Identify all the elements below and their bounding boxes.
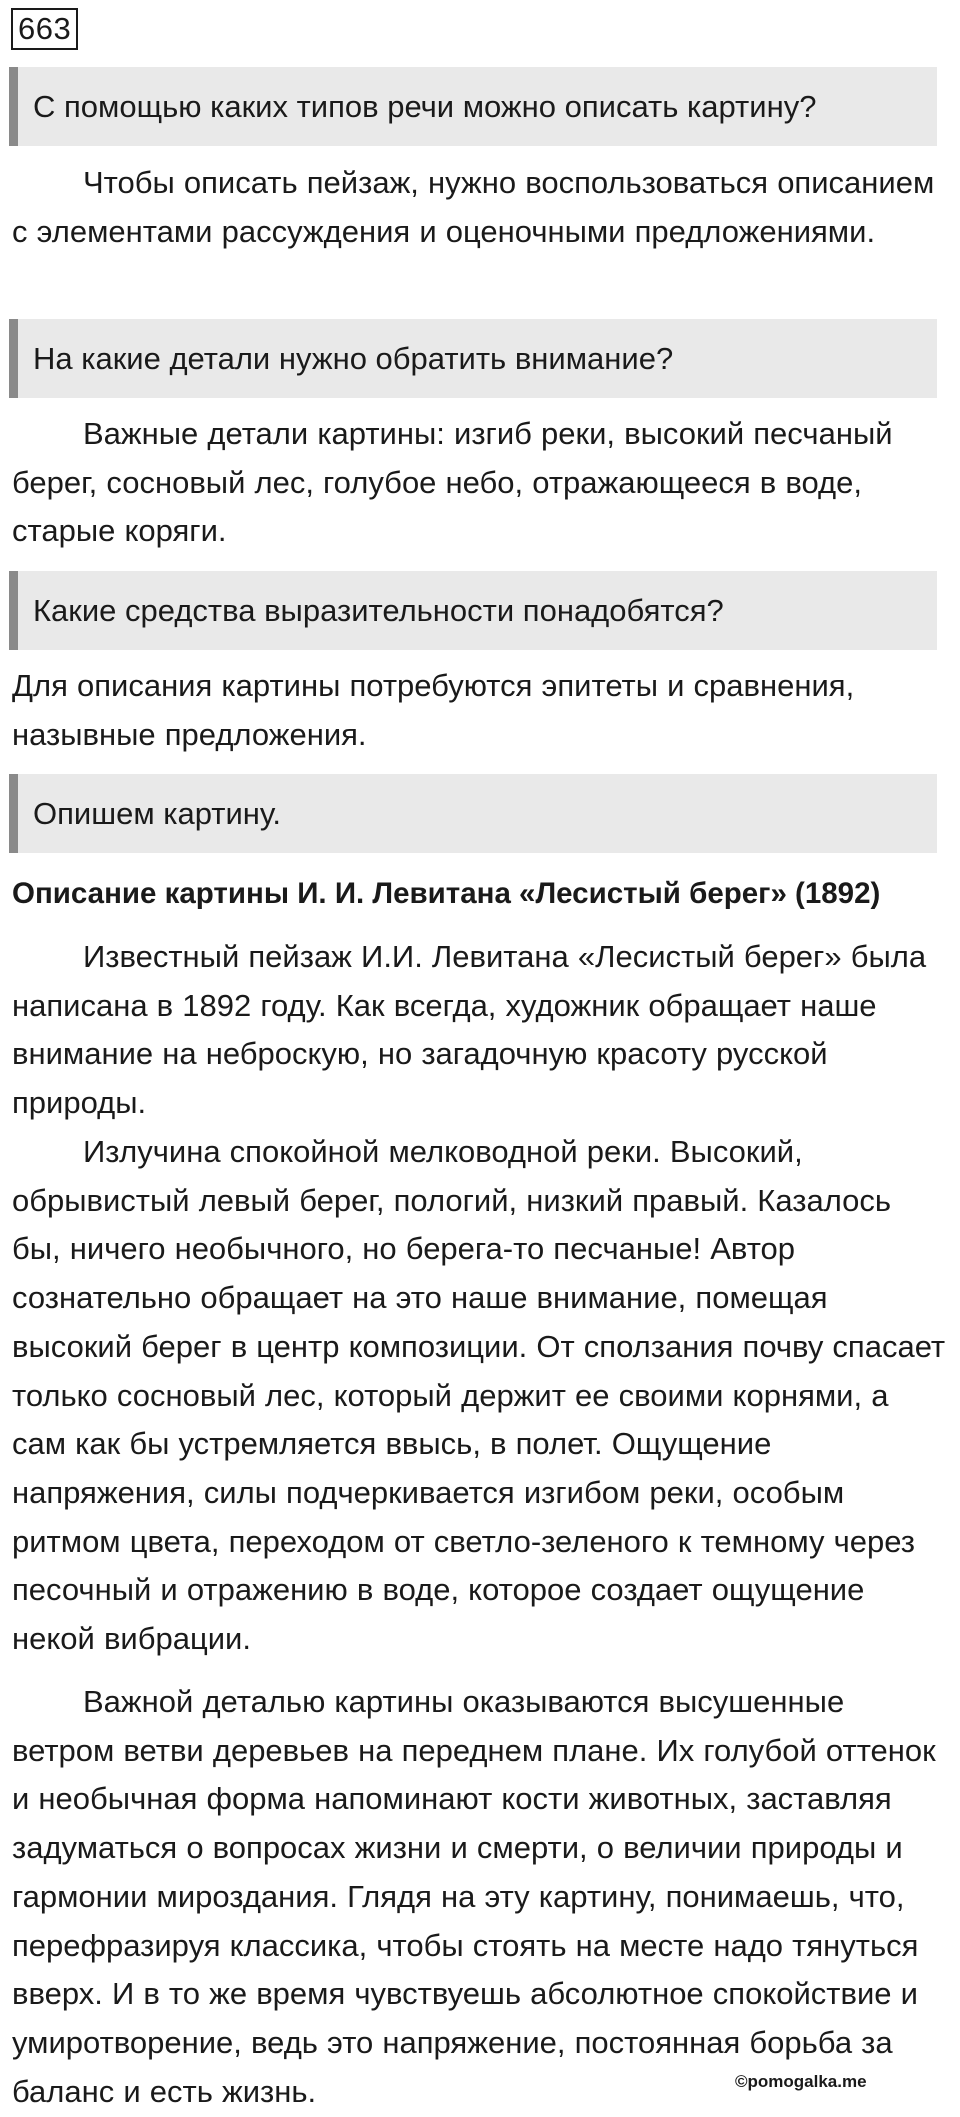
- task-number: 663: [11, 8, 78, 50]
- site-watermark: ©pomogalka.me: [735, 2072, 867, 2091]
- essay-paragraph-1: Известный пейзаж И.И. Левитана «Лесистый берег» была написана в 1892 году. Как всегда, художник обращает наше внимание на неброскую, но загадочную красоту русской природы.: [12, 939, 927, 1121]
- essay-title: Описание картины И. И. Левитана «Лесистый берег» (1892): [12, 877, 881, 910]
- answer-paragraph-1: Чтобы описать пейзаж, нужно воспользоваться описанием с элементами рассуждения и оценочными предложениями.: [12, 165, 935, 249]
- essay-paragraph-2: Излучина спокойной мелководной реки. Высокий, обрывистый левый берег, пологий, низкий правый. Казалось бы, ничего необычного, но берега-то песчаные! Автор сознательно обращает на это наше внимание, помещая высокий берег в центр композиции. От сползания почву спасает только сосновый лес, который держит ее своими корнями, а сам как бы устремляется ввысь, в полет. Ощущение напряжения, силы подчеркивается изгибом реки, особым ритмом цвета, переходом от светло-зеленого к темному через песочный и отражению в воде, которое создает ощущение некой вибрации.: [12, 1134, 946, 1657]
- answer-paragraph-3: Для описания картины потребуются эпитеты и сравнения, назывные предложения.: [12, 668, 855, 752]
- question-block-4: Опишем картину.: [9, 774, 937, 853]
- essay-paragraph-3: Важной деталью картины оказываются высушенные ветром ветви деревьев на переднем плане. Их голубой оттенок и необычная форма напоминают кости животных, заставляя задуматься о вопросах жизни и смерти, о величии природы и гармонии мироздания. Глядя на эту картину, понимаешь, что, перефразируя классика, чтобы стоять на месте надо тянуться вверх. И в то же время чувствуешь абсолютное спокойствие и умиротворение, ведь это напряжение, постоянная борьба за баланс и есть жизнь.: [12, 1684, 936, 2109]
- question-block-1: С помощью каких типов речи можно описать картину?: [9, 67, 937, 146]
- question-block-3: Какие средства выразительности понадобятся?: [9, 571, 937, 650]
- question-block-2: На какие детали нужно обратить внимание?: [9, 319, 937, 398]
- answer-paragraph-2: Важные детали картины: изгиб реки, высокий песчаный берег, сосновый лес, голубое небо, отражающееся в воде, старые коряги.: [12, 416, 893, 549]
